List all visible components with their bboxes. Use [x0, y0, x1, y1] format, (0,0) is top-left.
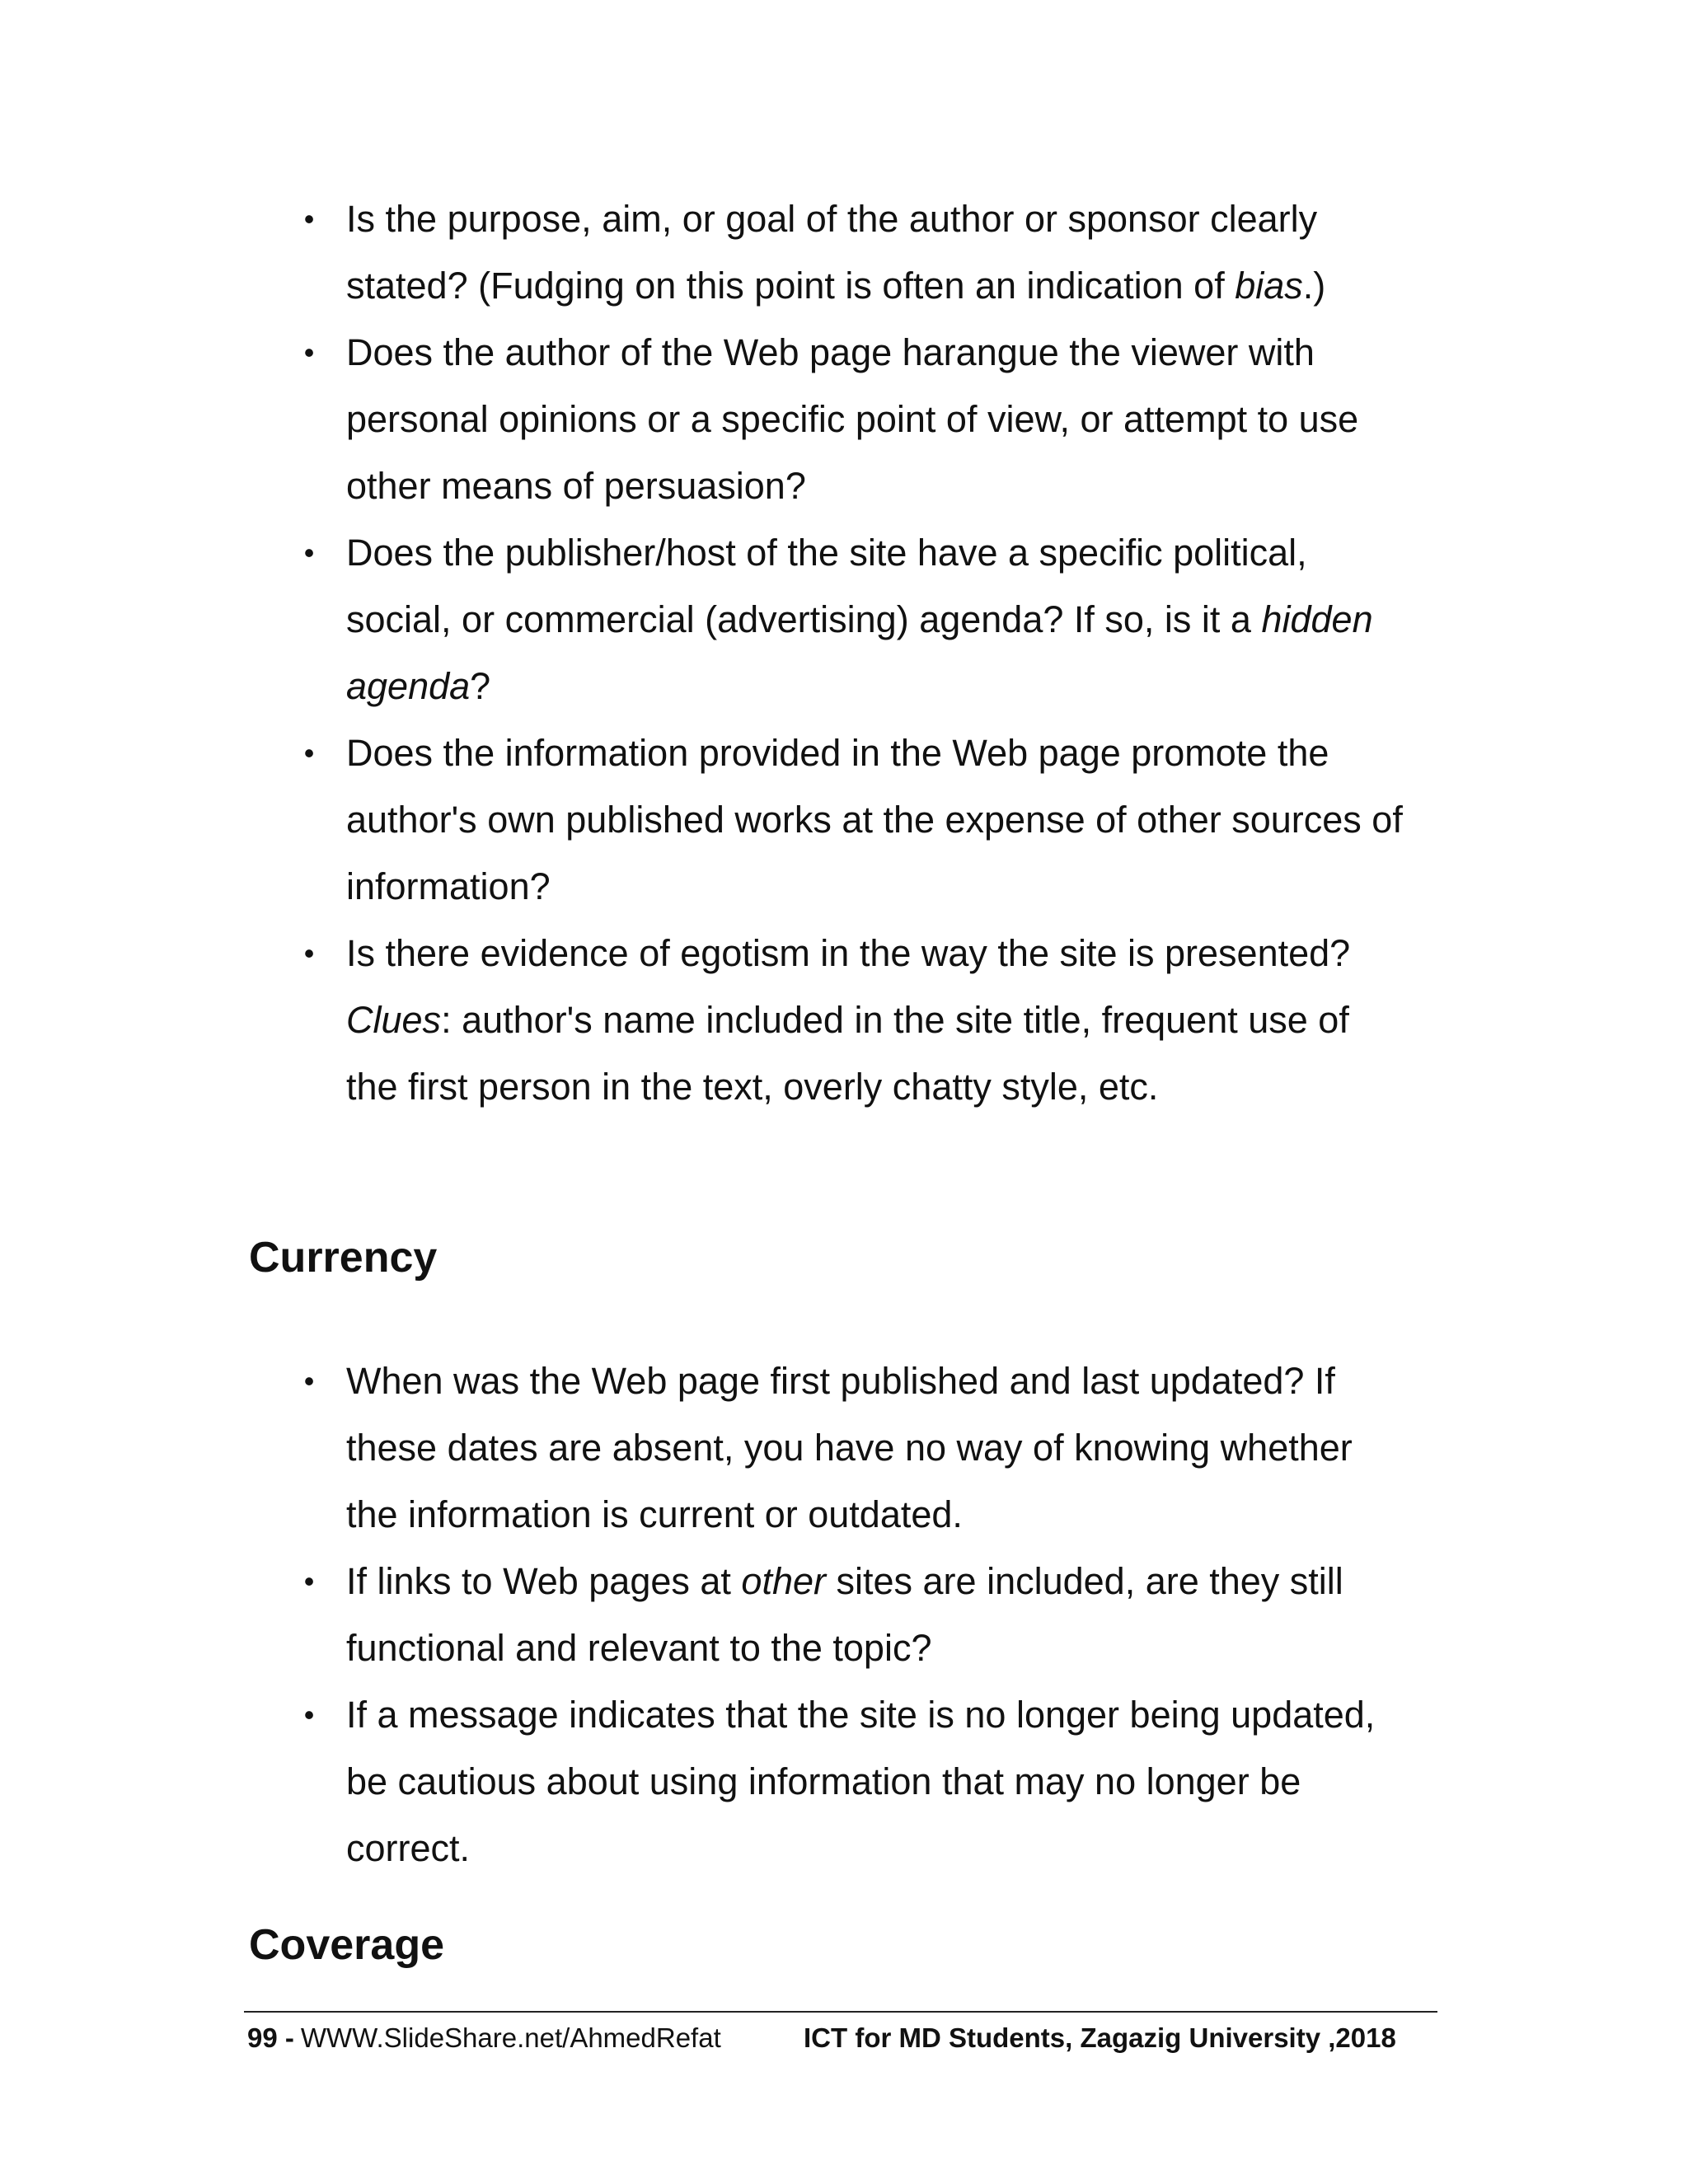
list-item-text: Does the information provided in the Web page promote the author's own published works at the expense of other sources of information?	[346, 732, 1403, 907]
objectivity-bullet-list	[0, 185, 1688, 1120]
footer-site-link[interactable]: WWW.SlideShare.net/AhmedRefat	[300, 2022, 721, 2053]
currency-heading: Currency	[249, 1234, 438, 1282]
list-item-text: If a message indicates that the site is no longer being updated, be cautious about using information that may no longer be correct.	[346, 1694, 1376, 1869]
list-item-emphasis: other	[741, 1560, 826, 1602]
list-item	[0, 1548, 1409, 1681]
currency-section	[0, 1347, 1688, 1882]
list-item-text: When was the Web page first published and last updated? If these dates are absent, you have no way of knowing whether the information is current or outdated.	[346, 1360, 1353, 1535]
list-item-text-after: sites are included, are they still functional and relevant to the topic?	[346, 1560, 1343, 1669]
page-number: 99 -	[247, 2022, 294, 2053]
list-item	[0, 1681, 1409, 1882]
list-item	[0, 920, 1409, 1120]
list-item	[0, 519, 1409, 719]
list-item-text: Does the publisher/host of the site have a specific political, social, or commercial (advertising) agenda? If so, is it a	[346, 532, 1307, 640]
list-item	[0, 319, 1409, 519]
objectivity-section	[0, 185, 1688, 1120]
bullet-icon: •	[303, 335, 315, 369]
list-item	[0, 719, 1409, 920]
list-item-emphasis: Clues	[346, 999, 442, 1041]
list-item-text: Is the purpose, aim, or goal of the author or sponsor clearly stated? (Fudging on this point is often an indication of	[346, 198, 1318, 307]
bullet-icon: •	[303, 536, 315, 569]
list-item-text-after: .)	[1302, 265, 1326, 307]
list-item-text: If links to Web pages at	[346, 1560, 742, 1602]
list-item-text: Is there evidence of egotism in the way the site is presented?	[346, 932, 1351, 974]
bullet-icon: •	[303, 1364, 315, 1398]
list-item-emphasis: hidden agenda	[346, 598, 1373, 707]
footer-course-title: ICT for MD Students, Zagazig University ,2018	[804, 2022, 1396, 2053]
bullet-icon: •	[303, 1564, 315, 1598]
bullet-icon: •	[303, 936, 315, 970]
list-item-emphasis: bias	[1235, 265, 1303, 307]
list-item-text-after: : author's name included in the site title, frequent use of the first person in the text, overly chatty style, etc.	[346, 999, 1349, 1108]
list-item	[0, 185, 1409, 319]
bullet-icon: •	[303, 736, 315, 770]
bullet-icon: •	[303, 202, 315, 236]
page-footer	[247, 2018, 1437, 2059]
bullet-icon: •	[303, 1698, 315, 1732]
list-item	[0, 1347, 1409, 1548]
currency-bullet-list	[0, 1347, 1688, 1882]
coverage-heading: Coverage	[249, 1921, 444, 1969]
footer-divider	[244, 2011, 1437, 2013]
list-item-text-after: ?	[470, 665, 491, 707]
list-item-text: Does the author of the Web page harangue the viewer with personal opinions or a specific point of view, or attempt to use other means of persuasion?	[346, 331, 1359, 507]
